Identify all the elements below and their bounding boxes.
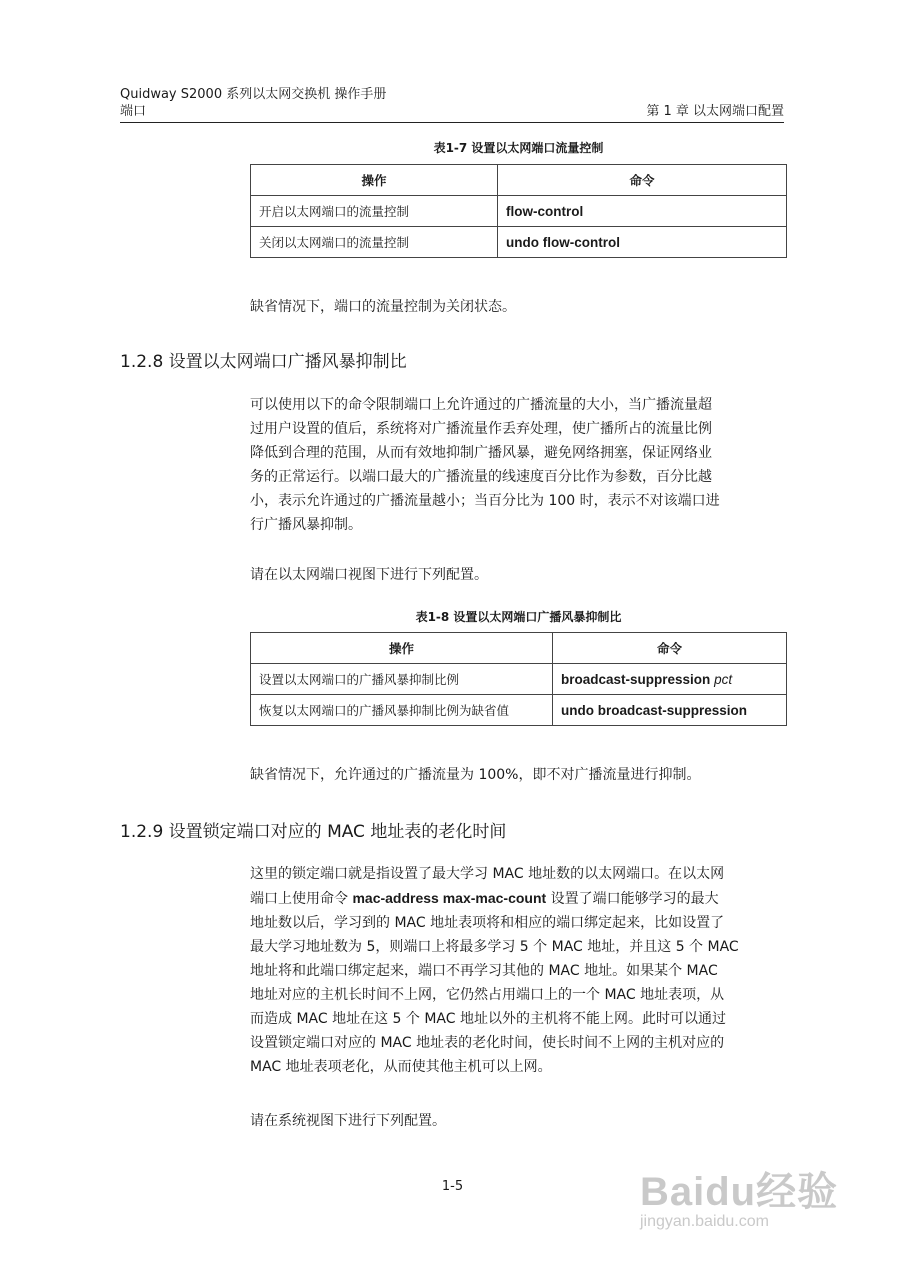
paragraph-line: 最大学习地址数为 5，则端口上将最多学习 5 个 MAC 地址，并且这 5 个 MAC [250,939,739,955]
section-heading-1-2-9: 1.2.9 设置锁定端口对应的 MAC 地址表的老化时间 [120,822,507,842]
inline-text: 设置了端口能够学习的最大 [546,891,719,907]
command-cell: undo flow-control [498,227,787,258]
command-argument: pct [714,671,733,687]
operation-cell: 开启以太网端口的流量控制 [251,196,498,227]
paragraph-line: 行广播风暴抑制。 [250,517,362,533]
column-header: 命令 [553,633,787,664]
table-row [251,664,787,695]
note-flow-control-default: 缺省情况下，端口的流量控制为关闭状态。 [250,299,516,315]
table-row [251,227,787,258]
baidu-watermark [640,1160,860,1231]
table-header-row [251,633,787,664]
operation-cell: 恢复以太网端口的广播风暴抑制比例为缺省值 [251,695,553,726]
command-cell: flow-control [498,196,787,227]
paragraph-line: 过用户设置的值后，系统将对广播流量作丢弃处理，使广播所占的流量比例 [250,421,712,437]
paragraph-line: 设置锁定端口对应的 MAC 地址表的老化时间，使长时间不上网的主机对应的 [250,1035,725,1051]
command-text: broadcast-suppression [561,671,711,687]
column-header: 操作 [251,165,498,196]
inline-text: 端口上使用命令 [250,891,353,907]
column-header: 操作 [251,633,553,664]
table-row [251,695,787,726]
command-cell: undo broadcast-suppression [553,695,787,726]
paragraph-line: MAC 地址表项老化，从而使其他主机可以上网。 [250,1059,552,1075]
watermark-logo: Baidu经验 [640,1170,839,1214]
paragraph-line: 而造成 MAC 地址在这 5 个 MAC 地址以外的主机将不能上网。此时可以通过 [250,1011,726,1027]
page-number: 1-5 [441,1179,464,1194]
column-header: 命令 [498,165,787,196]
paragraph-line: 务的正常运行。以端口最大的广播流量的线速度百分比作为参数，百分比越 [250,469,712,485]
instruction-system-view: 请在系统视图下进行下列配置。 [250,1113,446,1129]
note-broadcast-default: 缺省情况下，允许通过的广播流量为 100%，即不对广播流量进行抑制。 [250,767,701,783]
section-1-2-9-body [250,862,795,1079]
table-header-row [251,165,787,196]
document-title: Quidway S2000 系列以太网交换机 操作手册 [120,87,387,102]
table2 [250,632,787,726]
operation-cell: 关闭以太网端口的流量控制 [251,227,498,258]
paragraph-line: 地址将和此端口绑定起来，端口不再学习其他的 MAC 地址。如果某个 MAC [250,963,718,979]
section-1-2-8-body [250,393,790,537]
section-label: 端口 [120,104,147,119]
watermark-url: jingyan.baidu.com [640,1213,769,1230]
operation-cell: 设置以太网端口的广播风暴抑制比例 [251,664,553,695]
chapter-label: 第 1 章 以太网端口配置 [646,104,784,119]
table2-caption: 表1-8 设置以太网端口广播风暴抑制比 [415,610,622,624]
paragraph-line: 可以使用以下的命令限制端口上允许通过的广播流量的大小，当广播流量超 [250,397,712,413]
command-cell [553,664,787,695]
inline-command: mac-address max-mac-count [352,890,547,906]
paragraph-line: 地址数以后，学习到的 MAC 地址表项将和相应的端口绑定起来，比如设置了 [250,915,725,931]
table1 [250,164,787,258]
paragraph-line: 降低到合理的范围，从而有效地抑制广播风暴，避免网络拥塞，保证网络业 [250,445,712,461]
section-heading-1-2-8: 1.2.8 设置以太网端口广播风暴抑制比 [120,352,407,372]
instruction-ethernet-view: 请在以太网端口视图下进行下列配置。 [250,567,488,583]
paragraph-line: 小，表示允许通过的广播流量越小；当百分比为 100 时，表示不对该端口进 [250,493,720,509]
paragraph-line [250,886,795,911]
paragraph-line: 这里的锁定端口就是指设置了最大学习 MAC 地址数的以太网端口。在以太网 [250,866,725,882]
table-row [251,196,787,227]
header-divider [120,122,784,123]
paragraph-line: 地址对应的主机长时间不上网，它仍然占用端口上的一个 MAC 地址表项，从 [250,987,725,1003]
table1-caption: 表1-7 设置以太网端口流量控制 [433,141,604,155]
